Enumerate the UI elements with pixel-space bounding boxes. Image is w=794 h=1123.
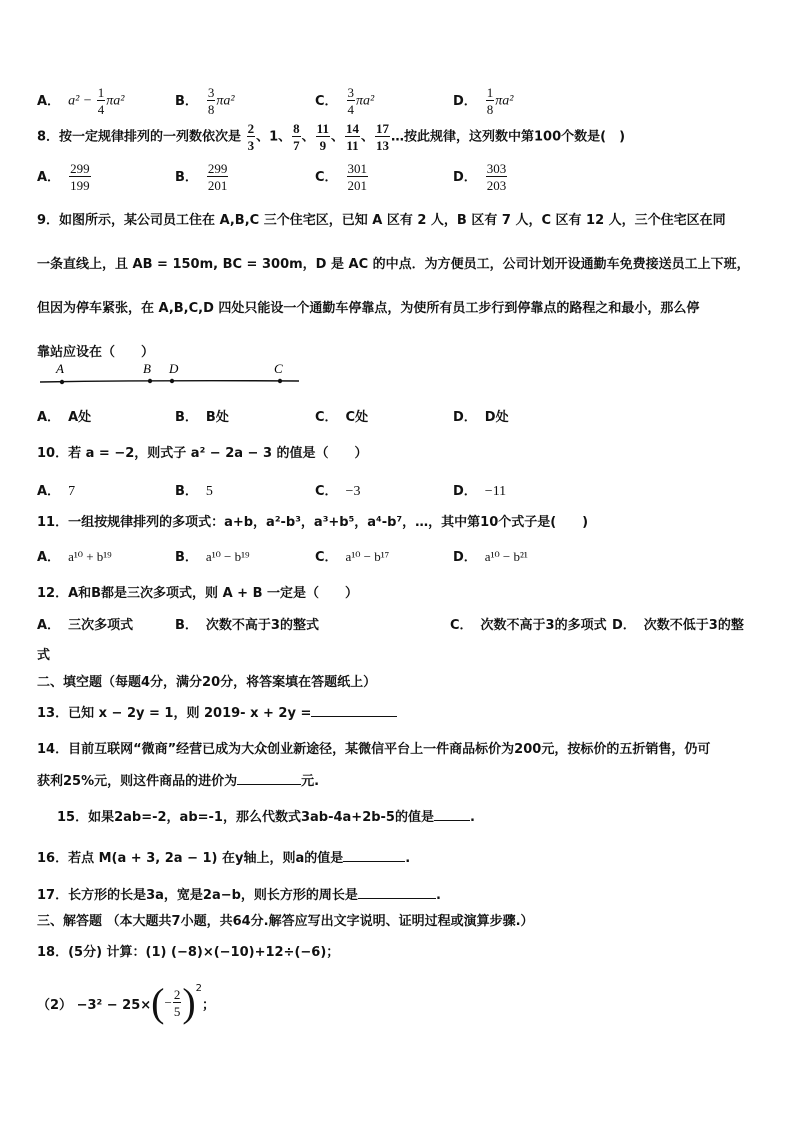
q7-option-d[interactable]: D． $\frac{1}{8}$ πa² <box>453 85 514 117</box>
q9-label-c: C <box>274 361 283 376</box>
q8-stem: 8．按一定规律排列的一列数依次是 $\frac{2}{3}$ 、1、 $\frac{8}{7}$ 、 $\frac{11}{9}$ 、 $\frac{14}{11}$ 、 $\frac{17}{13}$ …按此规律，这列数中第100个数是( ) <box>37 121 626 153</box>
q12-option-d[interactable]: D． 次数不低于3的整 <box>612 618 744 633</box>
q9-label-d: D <box>169 361 179 376</box>
q10-option-c[interactable]: C． −3 <box>315 484 361 499</box>
q8-option-b[interactable]: B． $\frac{299}{201}$ <box>175 161 228 193</box>
q10-stem: 10．若 a = −2，则式子 a² − 2a − 3 的值是（ ） <box>37 446 368 461</box>
q8-seq-1: $\frac{2}{3}$ <box>247 121 255 153</box>
q14-line2: 获利25%元，则这件商品的进价为 元. <box>37 774 320 789</box>
q12-option-b[interactable]: B． 次数不高于3的整式 <box>175 618 319 633</box>
q17-stem: 17．长方形的长是3a，宽是2a−b，则长方形的周长是 . <box>37 888 441 903</box>
q11-option-b[interactable]: B． a¹⁰ − b¹⁹ <box>175 549 250 565</box>
q16-stem: 16．若点 M(a + 3, 2a − 1) 在y轴上，则a的值是 . <box>37 851 411 866</box>
q10-option-a[interactable]: A． 7 <box>37 484 76 499</box>
q9-option-a[interactable]: A． A处 <box>37 410 92 425</box>
q11-option-c[interactable]: C． a¹⁰ − b¹⁷ <box>315 549 390 565</box>
q9-point-a <box>60 380 64 384</box>
q12-option-a[interactable]: A． 三次多项式 <box>37 618 134 633</box>
q18-exponent: 2 <box>195 983 203 994</box>
q12-stem: 12．A和B都是三次多项式，则 A + B 一定是（ ） <box>37 586 359 601</box>
q10-option-d[interactable]: D． −11 <box>453 484 507 499</box>
q18-part2: （2） −3² − 25× ( − $\frac{2}{5}$ ) 2 ； <box>37 980 216 1025</box>
q9-point-d <box>170 379 174 383</box>
q18-paren-right: ) <box>182 980 196 1025</box>
q9-figure-line <box>40 381 299 382</box>
q14-line1: 14．目前互联网“微商”经营已成为大众创业新途径，某微信平台上一件商品标价为200元，按标价的五折销售，仍可 <box>37 742 711 757</box>
section2-heading: 二、填空题（每题4分，满分20分，将答案填在答题纸上） <box>37 675 377 690</box>
q12-option-c[interactable]: C． 次数不高于3的多项式 <box>450 618 607 633</box>
q9-option-b[interactable]: B． B处 <box>175 410 229 425</box>
q9-option-c[interactable]: C． C处 <box>315 410 369 425</box>
q15-answer-blank[interactable] <box>434 820 470 821</box>
q9-option-d[interactable]: D． D处 <box>453 410 509 425</box>
q7-option-b[interactable]: B． $\frac{3}{8}$ πa² <box>175 85 235 117</box>
q10-option-b[interactable]: B． 5 <box>175 484 213 499</box>
section3-heading: 三、解答题 （本大题共7小题，共64分.解答应写出文字说明、证明过程或演算步骤.） <box>37 914 534 929</box>
q18-paren-left: ( <box>151 980 165 1025</box>
q11-option-a[interactable]: A． a¹⁰ + b¹⁹ <box>37 549 112 565</box>
q9-label-b: B <box>143 361 151 376</box>
q7-option-a[interactable]: A． a² − $\frac{1}{4}$ πa² <box>37 85 125 117</box>
q15-stem: 15．如果2ab=-2，ab=-1，那么代数式3ab-4a+2b-5的值是 . <box>57 810 475 825</box>
q17-answer-blank[interactable] <box>358 898 436 899</box>
q9-point-b <box>148 379 152 383</box>
q9-point-c <box>278 379 282 383</box>
q9-label-a: A <box>56 361 64 376</box>
q12-option-d-wrap: 式 <box>37 648 51 663</box>
q8-option-a[interactable]: A． $\frac{299}{199}$ <box>37 161 90 193</box>
q9-figure <box>37 360 302 390</box>
q13-answer-blank[interactable] <box>311 716 397 717</box>
q9-stem: 9．如图所示，某公司员工住在 A,B,C 三个住宅区，已知 A 区有 2 人，B 区有 7 人，C 区有 12 人，三个住宅区在同 一条直线上，且 AB = 150m, BC = 300m，D 是 AC 的中点．为方便员工，公司计划开设通勤车免费接送员工上下班， 但因为停车紧张，在 A,B,C,D 四处只能设一个通勤车停靠点，为使所有员工步行到停靠点的路程之和最小，那么停 靠站应设在（ ） <box>37 213 750 360</box>
q8-option-c[interactable]: C． $\frac{301}{201}$ <box>315 161 368 193</box>
q8-option-d[interactable]: D． $\frac{303}{203}$ <box>453 161 507 193</box>
q14-answer-blank[interactable] <box>237 784 301 785</box>
q13-stem: 13．已知 x − 2y = 1，则 2019- x + 2y = <box>37 702 397 721</box>
q11-option-d[interactable]: D． a¹⁰ − b²¹ <box>453 549 528 565</box>
q7-option-c[interactable]: C． $\frac{3}{4}$ πa² <box>315 85 375 117</box>
q16-answer-blank[interactable] <box>343 861 405 862</box>
q11-stem: 11．一组按规律排列的多项式：a+b，a²-b³，a³+b⁵，a⁴-b⁷，…，其中第10个式子是( ) <box>37 515 589 530</box>
q18-stem: 18．(5分) 计算：(1) (−8)×(−10)+12÷(−6)； <box>37 945 340 960</box>
